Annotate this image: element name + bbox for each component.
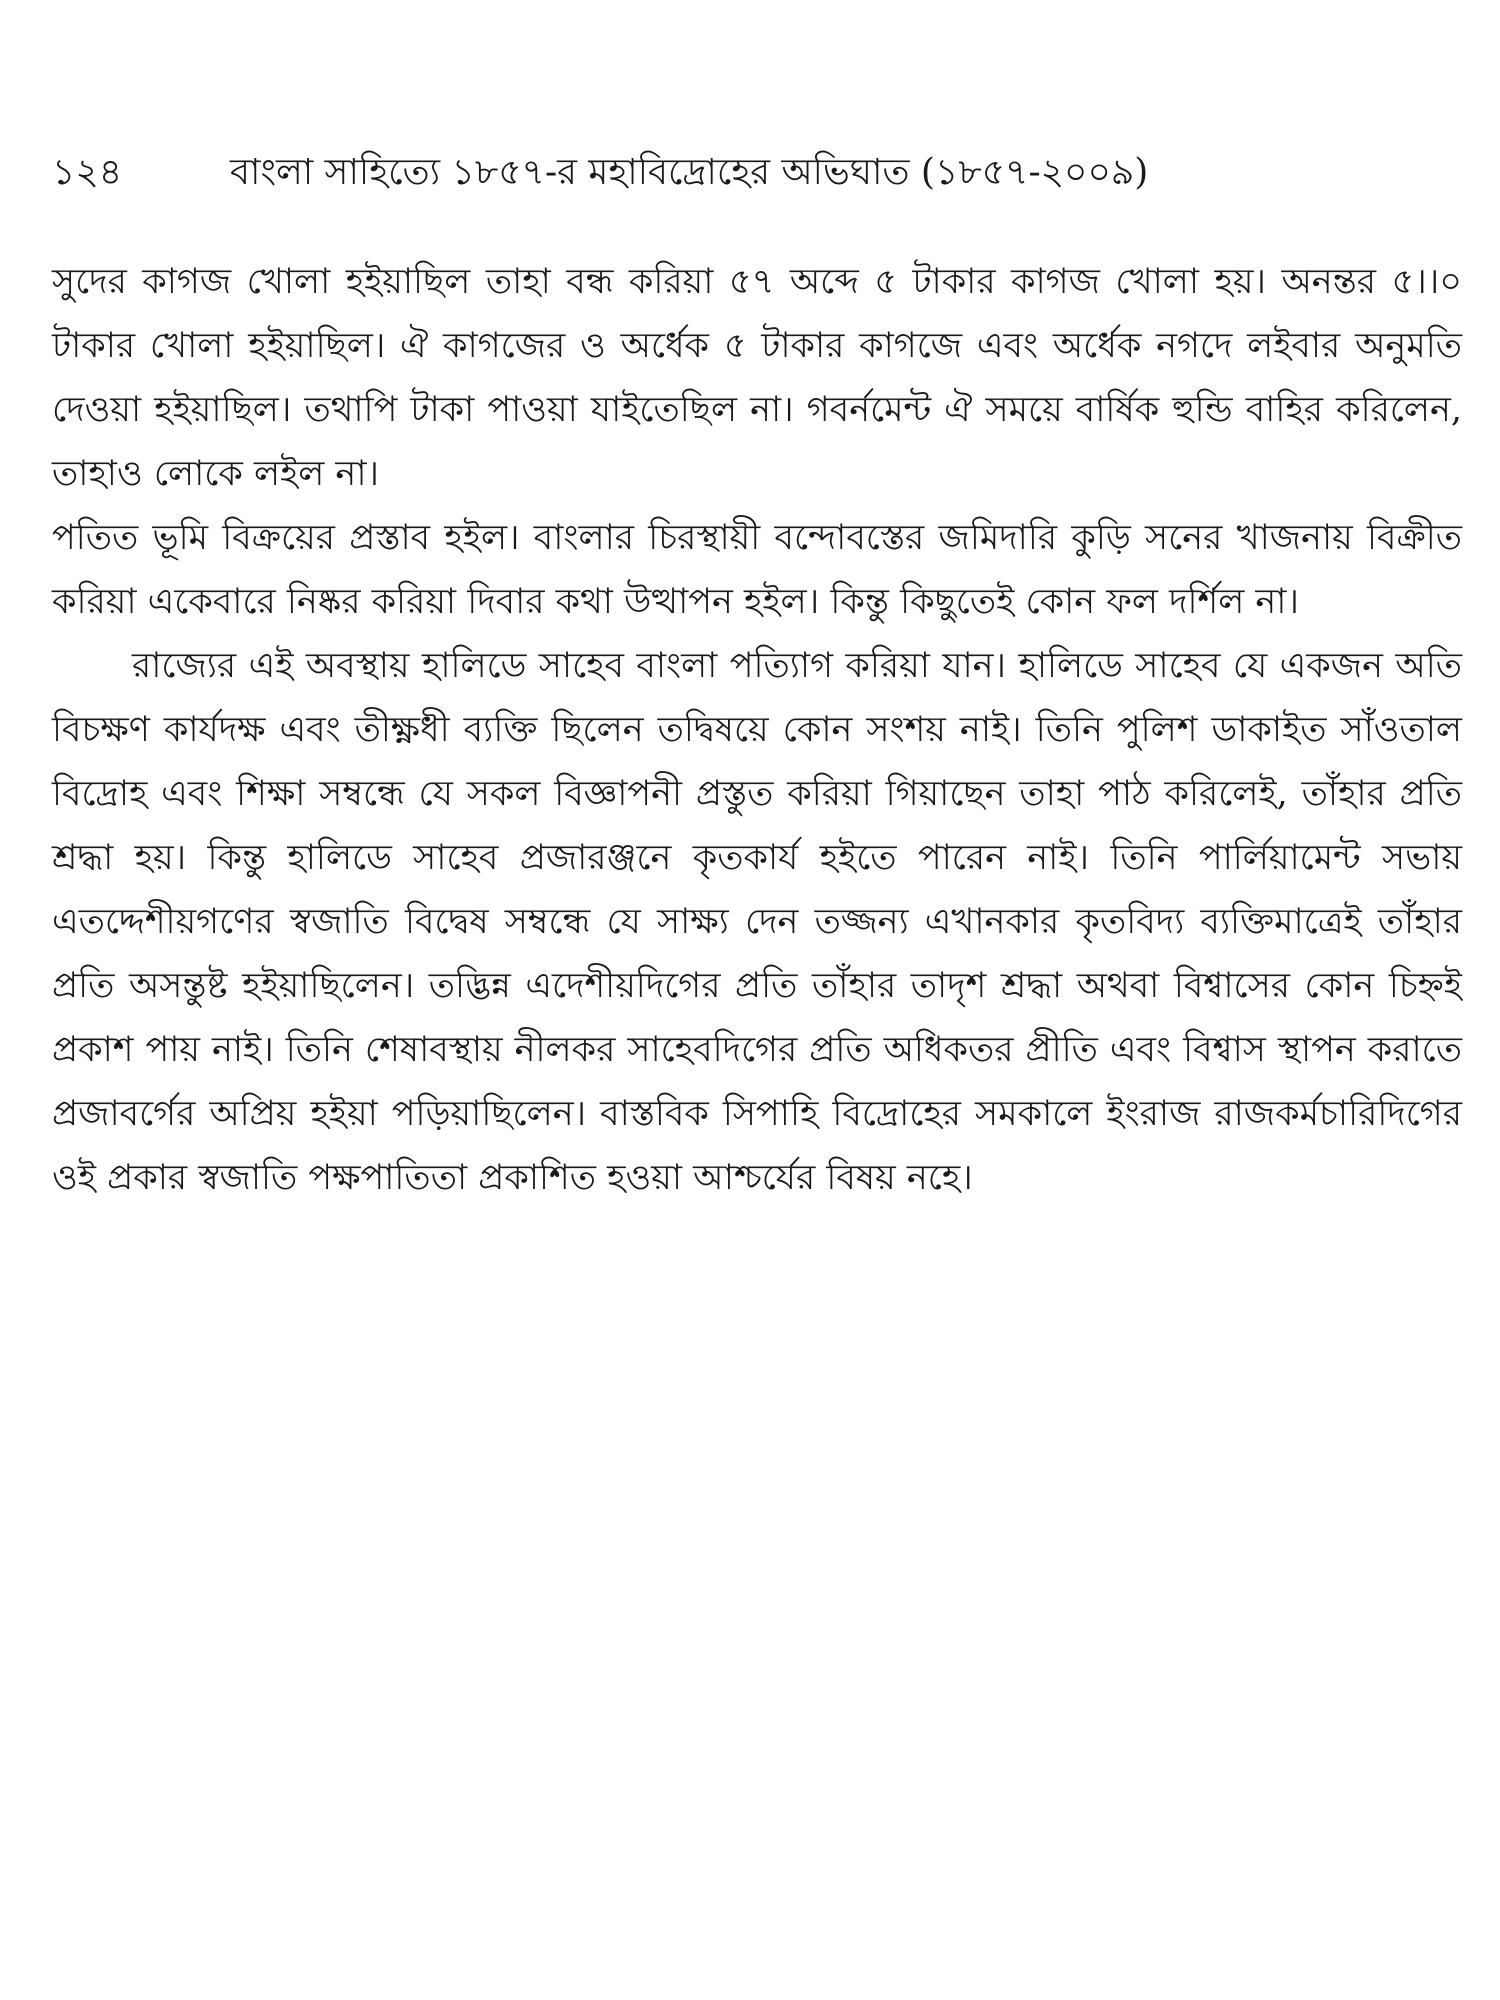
running-header — [52, 143, 1460, 203]
page-number: ১২৪ — [52, 152, 123, 193]
book-title: বাংলা সাহিত্যে ১৮৫৭-র মহাবিদ্রোহের অভিঘাত (১৮৫৭-২০০৯) — [230, 152, 1149, 193]
paragraph-2: পতিত ভূমি বিক্রয়ের প্রস্তাব হইল। বাংলার চিরস্থায়ী বন্দোবস্তের জমিদারি কুড়ি সনের খাজনায় বিক্রীত করিয়া একেবারে নিষ্কর করিয়া দিবার কথা উত্থাপন হইল। কিন্তু কিছুতেই কোন ফল দর্শিল না। — [52, 518, 1462, 622]
paragraph-1: সুদের কাগজ খোলা হইয়াছিল তাহা বন্ধ করিয়া ৫৭ অব্দে ৫ টাকার কাগজ খোলা হয়। অনন্তর ৫।।০ টাকার খোলা হইয়াছিল। ঐ কাগজের ও অর্ধেক ৫ টাকার কাগজে এবং অর্ধেক নগদে লইবার অনুমতি দেওয়া হইয়াছিল। তথাপি টাকা পাওয়া যাইতেছিল না। গবর্নমেন্ট ঐ সময়ে বার্ষিক হুন্ডি বাহির করিলেন, তাহাও লোকে লইল না। — [52, 262, 1462, 494]
body-text — [52, 250, 1462, 1210]
paragraph-3: রাজ্যের এই অবস্থায় হালিডে সাহেব বাংলা পত্যিাগ করিয়া যান। হালিডে সাহেব যে একজন অতি বিচক্ষণ কার্যদক্ষ এবং তীক্ষ্ণধী ব্যক্তি ছিলেন তদ্বিষয়ে কোন সংশয় নাই। তিনি পুলিশ ডাকাইত সাঁওতাল বিদ্রোহ এবং শিক্ষা সম্বন্ধে যে সকল বিজ্ঞাপনী প্রস্তুত করিয়া গিয়াছেন তাহা পাঠ করিলেই, তাঁহার প্রতি শ্রদ্ধা হয়। কিন্তু হালিডে সাহেব প্রজারঞ্জনে কৃতকার্য হইতে পারেন নাই। তিনি পার্লিয়ামেন্ট সভায় এতদ্দেশীয়গণের স্বজাতি বিদ্বেষ সম্বন্ধে যে সাক্ষ্য দেন তজ্জন্য এখানকার কৃতবিদ্য ব্যক্তিমাত্রেই তাঁহার প্রতি অসন্তুষ্ট হইয়াছিলেন। তদ্ভিন্ন এদেশীয়দিগের প্রতি তাঁহার তাদৃশ শ্রদ্ধা অথবা বিশ্বাসের কোন চিহ্নই প্রকাশ পায় নাই। তিনি শেষাবস্থায় নীলকর সাহেবদিগের প্রতি অধিকতর প্রীতি এবং বিশ্বাস স্থাপন করাতে প্রজাবর্গের অপ্রিয় হইয়া পড়িয়াছিলেন। বাস্তবিক সিপাহি বিদ্রোহের সমকালে ইংরাজ রাজকর্মচারিদিগের ওই প্রকার স্বজাতি পক্ষপাতিতা প্রকাশিত হওয়া আশ্চর্যের বিষয় নহে। — [52, 646, 1462, 1198]
